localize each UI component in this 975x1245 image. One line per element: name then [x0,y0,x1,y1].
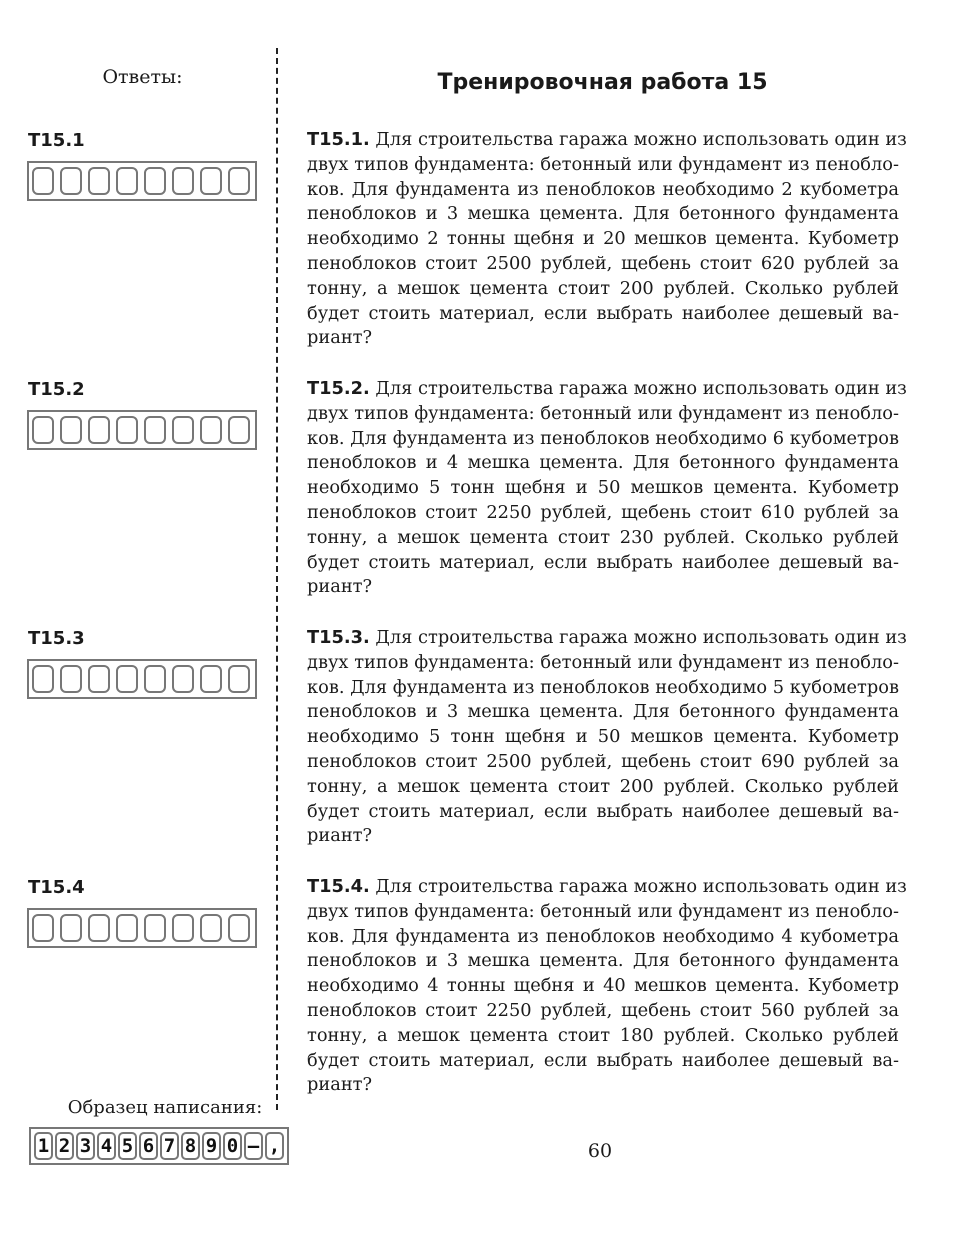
answer-cell[interactable] [116,167,138,195]
task-line [307,775,899,800]
task-line-text: ков. Для фундамента из пеноблоков необходимо 5 кубометров [307,676,899,698]
answer-cell[interactable] [32,167,54,195]
sample-char: 2 [55,1132,74,1160]
answer-cell[interactable] [172,665,194,693]
task-line [307,451,899,476]
task-line-text: будет стоить материал, если выбрать наиболее дешевый ва- [307,1049,899,1071]
task-line [307,427,899,452]
task-line-text: риант? [307,825,373,847]
task-line [307,1049,899,1074]
answer-label-3: T15.3 [28,628,85,649]
task-line-text: пеноблоков и 4 мешка цемента. Для бетонного фундамента [307,452,899,474]
dashed-divider [276,48,278,1110]
task-line [307,227,899,252]
task-line [307,476,899,501]
task-line [307,925,899,950]
task-line-text: пеноблоков стоит 2250 рублей, щебень стоит 560 рублей за [307,999,899,1021]
answer-cell[interactable] [200,914,222,942]
task-line [307,277,899,302]
answer-field-3[interactable] [27,659,257,699]
answer-cell[interactable] [88,665,110,693]
answer-cell[interactable] [172,914,194,942]
answer-cell[interactable] [200,167,222,195]
task-line-text: необходимо 2 тонны щебня и 20 мешков цемента. Кубометр [307,228,899,250]
answer-label-1: T15.1 [28,130,85,151]
task-line [307,676,899,701]
answer-cell[interactable] [228,416,250,444]
task-line-text: риант? [307,576,373,598]
task-line-text: тонну, а мешок цемента стоит 200 рублей. Сколько рублей [307,775,899,797]
answer-cell[interactable] [228,914,250,942]
answer-cell[interactable] [116,665,138,693]
task-line-text: риант? [307,327,373,349]
answer-cell[interactable] [228,167,250,195]
task-3 [307,626,907,849]
sample-char: 5 [118,1132,137,1160]
answer-cell[interactable] [228,665,250,693]
answers-title: Ответы: [102,66,183,88]
task-line [307,626,907,651]
task-line-text: Для строительства гаража можно использовать один из [375,129,907,150]
task-line [307,1073,899,1098]
sample-char: 8 [181,1132,200,1160]
task-line-text: пеноблоков стоит 2250 рублей, щебень стоит 610 рублей за [307,501,899,523]
task-line-text: будет стоить материал, если выбрать наиболее дешевый ва- [307,800,899,822]
sample-label: Образец написания: [67,1097,263,1118]
answer-cell[interactable] [200,665,222,693]
task-line-text: будет стоить материал, если выбрать наиболее дешевый ва- [307,551,899,573]
task-line-text: пеноблоков и 3 мешка цемента. Для бетонного фундамента [307,203,899,225]
answer-field-4[interactable] [27,908,257,948]
task-line [307,1024,899,1049]
task-line [307,750,899,775]
task-line [307,575,899,600]
task-line [307,377,907,402]
sample-char: 6 [139,1132,158,1160]
task-line-text: двух типов фундамента: бетонный или фундамент из пенобло- [307,402,899,424]
answer-cell[interactable] [116,914,138,942]
task-line [307,178,899,203]
task-line-text: пеноблоков и 3 мешка цемента. Для бетонного фундамента [307,701,899,723]
task-line-text: будет стоить материал, если выбрать наиболее дешевый ва- [307,302,899,324]
task-number: T15.2. [307,378,370,399]
answer-cell[interactable] [116,416,138,444]
answer-cell[interactable] [88,416,110,444]
sample-char: , [265,1132,284,1160]
task-4 [307,875,907,1098]
task-line [307,651,899,676]
task-line [307,326,899,351]
task-line-text: необходимо 5 тонн щебня и 50 мешков цемента. Кубометр [307,726,899,748]
task-line-text: необходимо 4 тонны щебня и 40 мешков цемента. Кубометр [307,975,899,997]
answer-label-4: T15.4 [28,877,85,898]
answer-cell[interactable] [32,914,54,942]
task-line [307,875,907,900]
task-number: T15.3. [307,627,370,648]
task-line-text: пеноблоков и 3 мешка цемента. Для бетонного фундамента [307,950,899,972]
sample-writing [29,1127,289,1165]
page-title: Тренировочная работа 15 [437,70,768,95]
answer-field-2[interactable] [27,410,257,450]
task-line [307,526,899,551]
answer-cell[interactable] [88,914,110,942]
task-line [307,725,899,750]
task-line-text: Для строительства гаража можно использовать один из [375,378,907,399]
task-line [307,153,899,178]
task-line [307,202,899,227]
answer-cell[interactable] [60,416,82,444]
task-line-text: двух типов фундамента: бетонный или фундамент из пенобло- [307,651,899,673]
task-line [307,501,899,526]
task-number: T15.4. [307,876,370,897]
task-line [307,302,899,327]
answer-cell[interactable] [144,167,166,195]
answer-cell[interactable] [200,416,222,444]
answer-cell[interactable] [32,416,54,444]
task-number: T15.1. [307,129,370,150]
answer-cell[interactable] [172,167,194,195]
task-line-text: тонну, а мешок цемента стоит 180 рублей. Сколько рублей [307,1024,899,1046]
answer-cell[interactable] [144,416,166,444]
answer-cell[interactable] [144,665,166,693]
answer-cell[interactable] [60,167,82,195]
sample-char: 0 [223,1132,242,1160]
task-line-text: тонну, а мешок цемента стоит 200 рублей. Сколько рублей [307,277,899,299]
task-line-text: Для строительства гаража можно использовать один из [375,876,907,897]
task-2 [307,377,907,600]
answer-cell[interactable] [32,665,54,693]
task-line [307,252,899,277]
sample-char: 4 [97,1132,116,1160]
task-line-text: Для строительства гаража можно использовать один из [375,627,907,648]
task-line [307,128,907,153]
answer-cell[interactable] [60,665,82,693]
task-line-text: риант? [307,1074,373,1096]
sample-char: 1 [34,1132,53,1160]
task-line-text: ков. Для фундамента из пеноблоков необходимо 2 кубометра [307,178,899,200]
task-line [307,900,899,925]
sample-char: 9 [202,1132,221,1160]
task-line [307,402,899,427]
answer-cell[interactable] [60,914,82,942]
task-1 [307,128,907,351]
task-line [307,974,899,999]
answer-cell[interactable] [88,167,110,195]
task-line [307,999,899,1024]
task-line [307,800,899,825]
answer-field-1[interactable] [27,161,257,201]
task-line [307,551,899,576]
task-line-text: двух типов фундамента: бетонный или фундамент из пенобло- [307,153,899,175]
answer-cell[interactable] [172,416,194,444]
task-line-text: ков. Для фундамента из пеноблоков необходимо 6 кубометров [307,427,899,449]
page-number: 60 [587,1140,613,1162]
task-line-text: необходимо 5 тонн щебня и 50 мешков цемента. Кубометр [307,477,899,499]
task-line-text: тонну, а мешок цемента стоит 230 рублей. Сколько рублей [307,526,899,548]
task-line [307,824,899,849]
answer-cell[interactable] [144,914,166,942]
sample-char: – [244,1132,263,1160]
task-line [307,949,899,974]
task-line-text: ков. Для фундамента из пеноблоков необходимо 4 кубометра [307,925,899,947]
sample-char: 7 [160,1132,179,1160]
answer-label-2: T15.2 [28,379,85,400]
task-line-text: пеноблоков стоит 2500 рублей, щебень стоит 620 рублей за [307,252,899,274]
sample-char: 3 [76,1132,95,1160]
task-line [307,700,899,725]
task-line-text: пеноблоков стоит 2500 рублей, щебень стоит 690 рублей за [307,750,899,772]
task-line-text: двух типов фундамента: бетонный или фундамент из пенобло- [307,900,899,922]
